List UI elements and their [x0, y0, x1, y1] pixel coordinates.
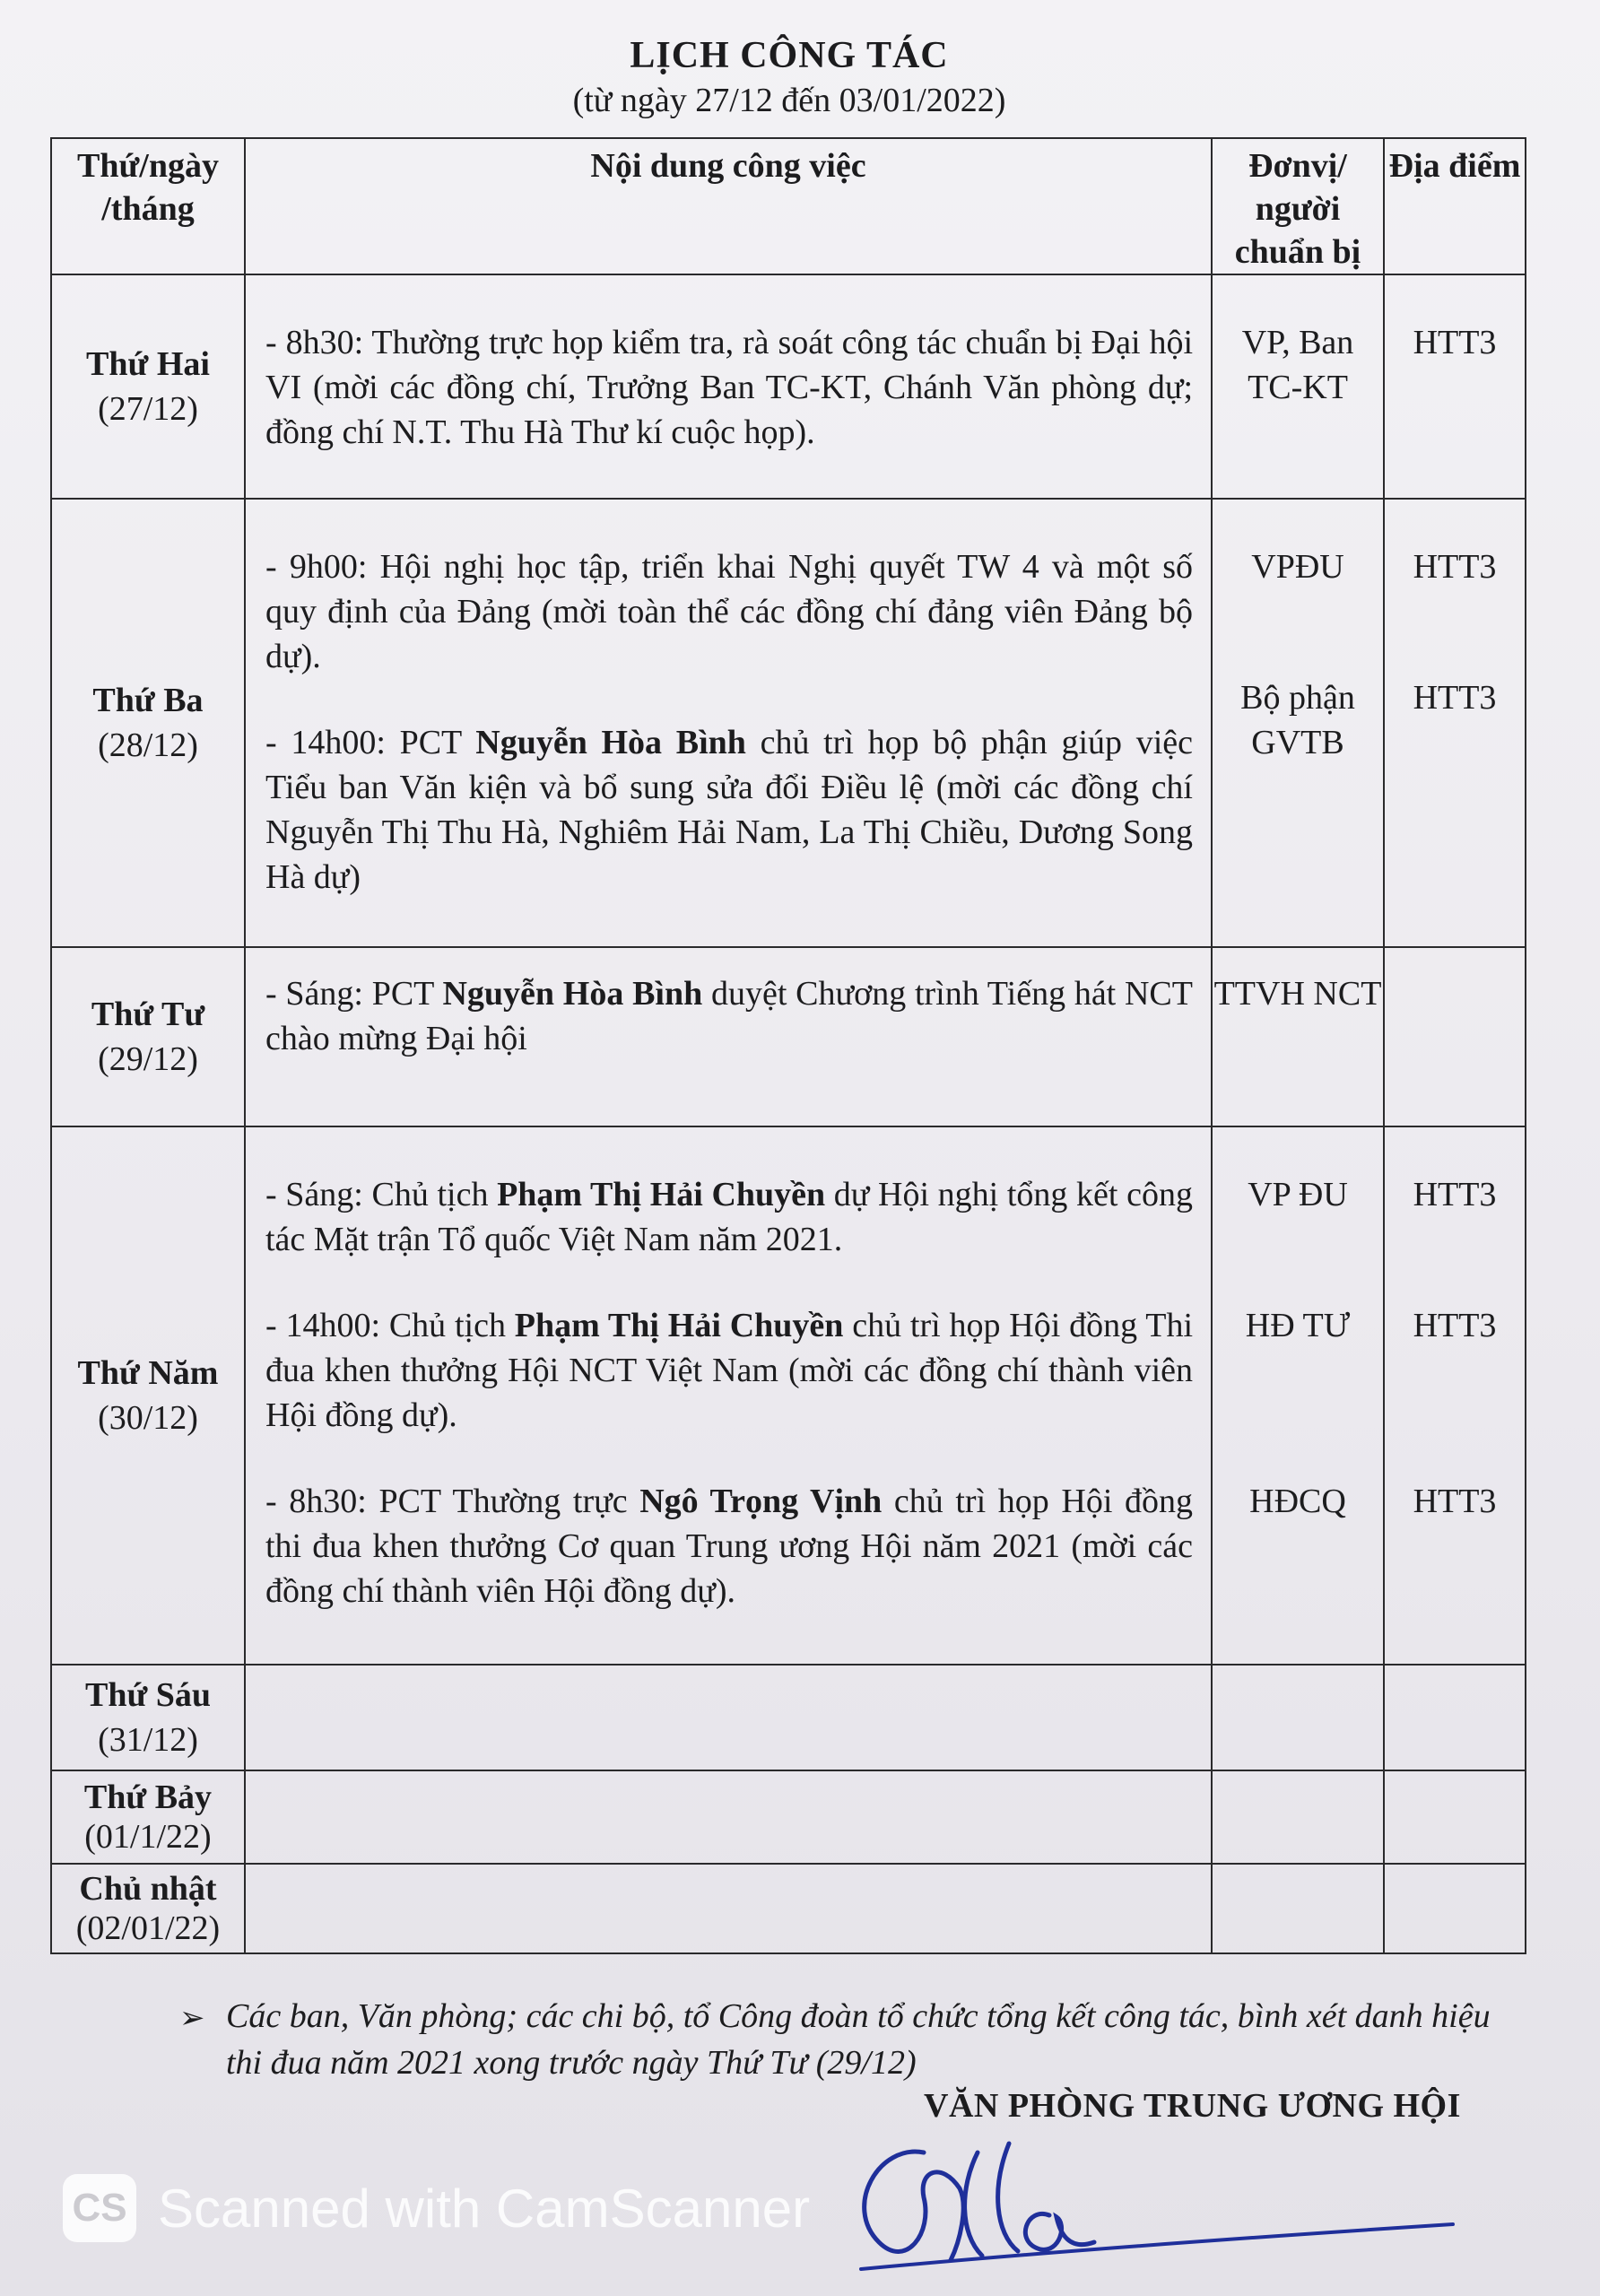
issuing-office: VĂN PHÒNG TRUNG ƯƠNG HỘI — [924, 2087, 1461, 2125]
camscanner-watermark — [63, 2170, 810, 2246]
watermark-text: Scanned with CamScanner — [158, 2178, 811, 2239]
agenda-person: Nguyễn Hòa Bình — [442, 975, 703, 1013]
agenda-text-post: chủ trì họp Hội đồng Thi đua khen thưởng Hội NCT Việt Nam (mời các đồng chí thành viên Hội đồng dự). — [265, 1307, 1194, 1434]
place-cell — [1384, 1770, 1526, 1864]
place-cell — [1384, 947, 1526, 1126]
table-row — [51, 1665, 1526, 1770]
day-date: (28/12) — [98, 726, 198, 764]
place-cell — [1384, 1126, 1526, 1665]
day-date: (27/12) — [98, 390, 198, 428]
agenda-item — [265, 320, 1193, 455]
page-subtitle: (từ ngày 27/12 đến 03/01/2022) — [572, 82, 1006, 119]
place-value: HTT3 — [1413, 548, 1497, 586]
day-date: (02/01/22) — [75, 1909, 221, 1947]
day-name: Thứ Bảy — [83, 1779, 213, 1816]
day-cell — [51, 1665, 245, 1770]
schedule-table — [50, 137, 1526, 1954]
content-cell — [245, 499, 1212, 947]
unit-value: VP ĐU — [1248, 1176, 1348, 1213]
table-row — [51, 1770, 1526, 1864]
content-cell — [245, 947, 1212, 1126]
place-value: HTT3 — [1413, 324, 1497, 361]
day-cell — [51, 274, 245, 499]
content-cell — [245, 1770, 1212, 1864]
content-cell — [245, 1126, 1212, 1665]
header-place: Địa điểm — [1384, 138, 1526, 274]
agenda-person: Ngô Trọng Vịnh — [639, 1483, 883, 1520]
agenda-text-pre: - Sáng: Chủ tịch — [265, 1176, 498, 1213]
day-cell — [51, 499, 245, 947]
unit-cell — [1212, 274, 1384, 499]
unit-cell — [1212, 1665, 1384, 1770]
day-date: (01/1/22) — [84, 1818, 212, 1856]
footnote-text: Các ban, Văn phòng; các chi bộ, tổ Công đoàn tổ chức tổng kết công tác, bình xét danh hiệu thi đua năm 2021 xong trước ngày Thứ Tư (29/12) — [226, 1997, 1491, 2082]
agenda-item — [265, 544, 1193, 679]
day-name: Thứ Hai — [86, 345, 210, 383]
day-name: Thứ Năm — [77, 1354, 219, 1392]
handwritten-signature — [825, 2135, 1471, 2287]
agenda-text-pre: - 8h30: PCT Thường trực — [265, 1483, 640, 1520]
unit-cell — [1212, 499, 1384, 947]
footnote — [176, 1993, 1503, 2086]
day-cell — [51, 947, 245, 1126]
unit-cell — [1212, 1126, 1384, 1665]
agenda-text: - 9h00: Hội nghị học tập, triển khai Nghị quyết TW 4 và một số quy định của Đảng (mời toàn thể các đồng chí đảng viên Đảng bộ dự). — [265, 548, 1193, 675]
day-name: Thứ Ba — [92, 682, 204, 719]
agenda-item — [265, 1303, 1193, 1438]
agenda-text-pre: - 14h00: Chủ tịch — [265, 1307, 515, 1344]
table-row — [51, 274, 1526, 499]
unit-cell — [1212, 1770, 1384, 1864]
place-cell — [1384, 499, 1526, 947]
place-cell — [1384, 274, 1526, 499]
header-unit: Đơnvị/ người chuẩn bị — [1212, 138, 1384, 274]
content-cell — [245, 274, 1212, 499]
header-day: Thứ/ngày /tháng — [51, 138, 245, 274]
day-cell — [51, 1126, 245, 1665]
agenda-text-post: duyệt Chương trình Tiếng hát NCT chào mừng Đại hội — [265, 975, 1193, 1057]
place-value: HTT3 — [1413, 1483, 1497, 1520]
agenda-text-post: dự Hội nghị tổng kết công tác Mặt trận Tổ quốc Việt Nam năm 2021. — [265, 1176, 1193, 1258]
place-cell — [1384, 1864, 1526, 1953]
agenda-text-pre: - Sáng: PCT — [265, 975, 443, 1013]
unit-value: VP, Ban TC-KT — [1241, 324, 1354, 406]
day-cell — [51, 1770, 245, 1864]
agenda-item — [265, 720, 1193, 900]
day-name: Thứ Sáu — [84, 1676, 212, 1714]
table-row — [51, 1864, 1526, 1953]
content-cell — [245, 1864, 1212, 1953]
day-date: (29/12) — [98, 1040, 198, 1078]
content-cell — [245, 1665, 1212, 1770]
table-header-row — [51, 138, 1526, 274]
agenda-item — [265, 1172, 1193, 1262]
day-name: Thứ Tư — [91, 996, 205, 1033]
page-title: LỊCH CÔNG TÁC — [630, 35, 949, 76]
agenda-person: Phạm Thị Hải Chuyền — [514, 1307, 844, 1344]
day-name: Chủ nhật — [79, 1870, 217, 1908]
table-row — [51, 499, 1526, 947]
agenda-item — [265, 1479, 1193, 1613]
note-bullet-icon: ➢ — [179, 2002, 205, 2035]
unit-cell — [1212, 1864, 1384, 1953]
place-value: HTT3 — [1413, 679, 1497, 717]
table-row — [51, 1126, 1526, 1665]
agenda-text: - 8h30: Thường trực họp kiểm tra, rà soát công tác chuẩn bị Đại hội VI (mời các đồng chí, Trưởng Ban TC-KT, Chánh Văn phòng dự; đồng chí N.T. Thu Hà Thư kí cuộc họp). — [265, 324, 1193, 451]
day-date: (30/12) — [98, 1399, 198, 1437]
agenda-person: Nguyễn Hòa Bình — [475, 724, 746, 761]
camscanner-logo-icon: CS — [63, 2174, 136, 2242]
agenda-person: Phạm Thị Hải Chuyền — [497, 1176, 826, 1213]
place-cell — [1384, 1665, 1526, 1770]
unit-value: HĐ TƯ — [1245, 1307, 1351, 1344]
agenda-text-post: chủ trì họp bộ phận giúp việc Tiểu ban Văn kiện và bổ sung sửa đổi Điều lệ (mời các đồng chí Nguyễn Thị Thu Hà, Nghiêm Hải Nam, La Thị Chiều, Dương Song Hà dự) — [265, 724, 1193, 896]
place-value: HTT3 — [1413, 1307, 1497, 1344]
place-value: HTT3 — [1413, 1176, 1497, 1213]
unit-value: TTVH NCT — [1213, 975, 1382, 1013]
unit-value: Bộ phận GVTB — [1240, 679, 1355, 761]
table-row — [51, 947, 1526, 1126]
unit-value: VPĐU — [1251, 548, 1344, 586]
day-date: (31/12) — [98, 1721, 198, 1759]
unit-cell — [1212, 947, 1384, 1126]
day-cell — [51, 1864, 245, 1953]
header-content: Nội dung công việc — [245, 138, 1212, 274]
unit-value: HĐCQ — [1249, 1483, 1346, 1520]
agenda-text-post: chủ trì họp Hội đồng thi đua khen thưởng Cơ quan Trung ương Hội năm 2021 (mời các đồng chí thành viên Hội đồng dự). — [265, 1483, 1193, 1610]
agenda-text-pre: - 14h00: PCT — [265, 724, 476, 761]
agenda-item — [265, 971, 1193, 1061]
